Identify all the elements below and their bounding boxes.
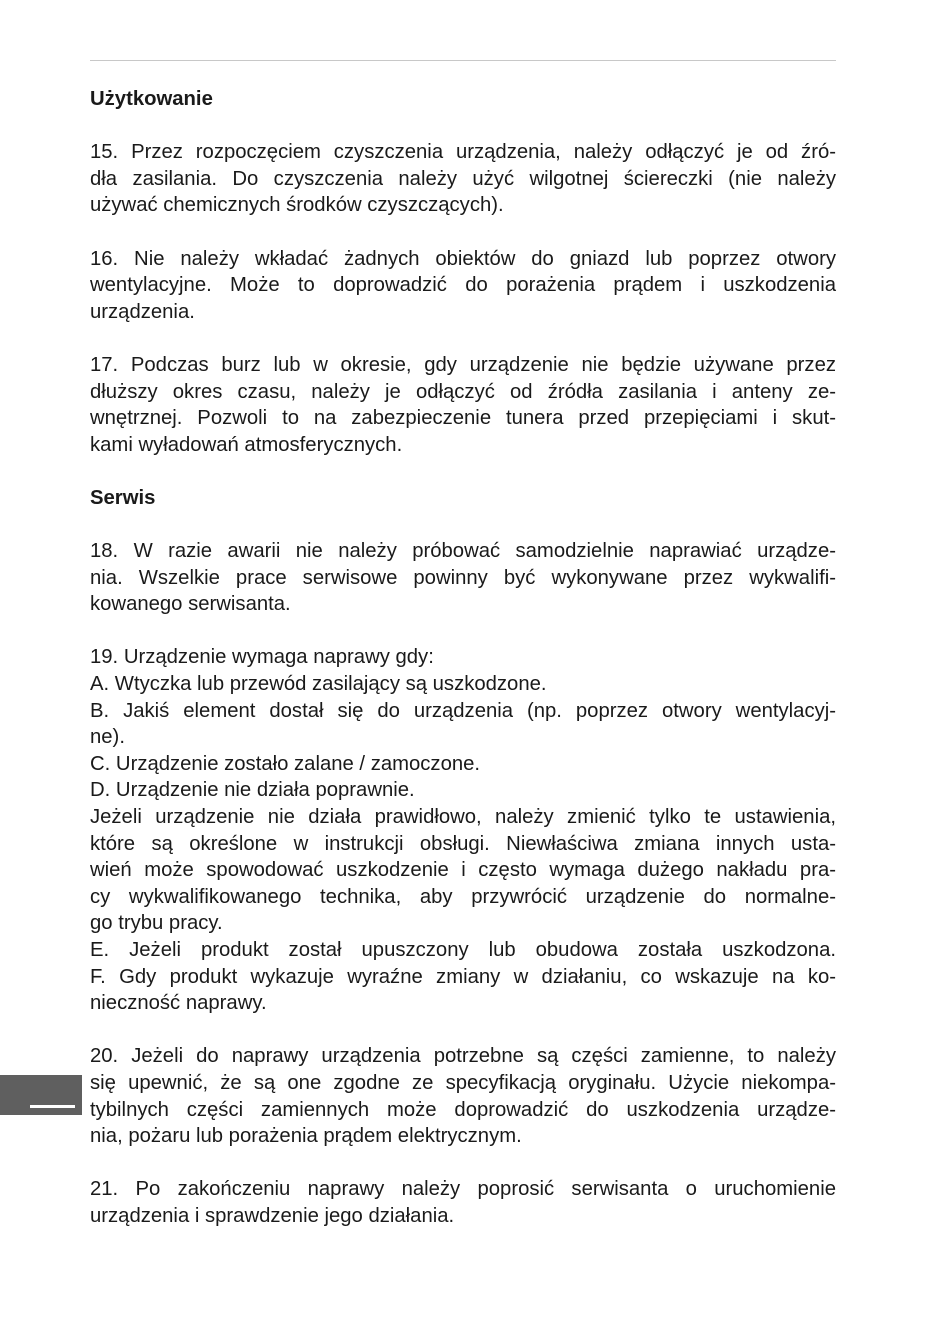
paragraph-19 xyxy=(90,644,836,1016)
list-item-f: F. Gdy produkt wykazuje wyraźne zmiany w działaniu, co wskazuje na ko- xyxy=(90,965,836,988)
text-line: 21. Po zakończeniu naprawy należy poprosić serwisanta o uruchomienie xyxy=(90,1178,836,1201)
text-line: wnętrznej. Pozwoli to na zabezpieczenie tunera przed przepięciami i skut- xyxy=(90,407,836,430)
text-line: nia, pożaru lub porażenia prądem elektrycznym. xyxy=(90,1125,522,1148)
list-item-b: B. Jakiś element dostał się do urządzenia (np. poprzez otwory wentylacyj- xyxy=(90,699,836,722)
text-line: się upewnić, że są one zgodne ze specyfikacją oryginału. Użycie niekompa- xyxy=(90,1071,836,1094)
text-line: urządzenia i sprawdzenie jego działania. xyxy=(90,1204,455,1227)
paragraph-20 xyxy=(90,1043,836,1149)
list-item-f-cont: nieczność naprawy. xyxy=(90,992,267,1015)
text-line: dłuższy okres czasu, należy je odłączyć od źródła zasilania i anteny ze- xyxy=(90,380,836,403)
text-line: wień może spowodować uszkodzenie i często wymaga dużego nakładu pra- xyxy=(90,859,836,882)
text-line: tybilnych części zamiennych może doprowadzić do uszkodzenia urządze- xyxy=(90,1098,836,1121)
text-line: Jeżeli urządzenie nie działa prawidłowo, należy zmienić tylko te ustawienia, xyxy=(90,806,836,829)
section-heading-service: Serwis xyxy=(90,486,156,509)
text-line: 18. W razie awarii nie należy próbować samodzielnie naprawiać urządze- xyxy=(90,540,836,563)
text-line: używać chemicznych środków czyszczących). xyxy=(90,194,504,217)
list-item-b-cont: ne). xyxy=(90,726,125,749)
text-line: kami wyładowań atmosferycznych. xyxy=(90,433,403,456)
paragraph-18 xyxy=(90,538,836,618)
text-line: urządzenia. xyxy=(90,300,195,323)
text-line: 16. Nie należy wkładać żadnych obiektów do gniazd lub poprzez otwory xyxy=(90,247,836,270)
page-edge-tab xyxy=(0,1075,82,1115)
text-line: które są określone w instrukcji obsługi. Niewłaściwa zmiana innych usta- xyxy=(90,832,836,855)
page-edge-tab-line xyxy=(30,1105,75,1108)
list-item-d: D. Urządzenie nie działa poprawnie. xyxy=(90,779,415,802)
paragraph-15 xyxy=(90,139,836,219)
text-line: 20. Jeżeli do naprawy urządzenia potrzebne są części zamienne, to należy xyxy=(90,1045,836,1068)
section-heading-usage: Użytkowanie xyxy=(90,88,213,110)
paragraph-21 xyxy=(90,1176,836,1229)
text-line: 17. Podczas burz lub w okresie, gdy urządzenie nie będzie używane przez xyxy=(90,353,836,376)
header-rule xyxy=(90,60,836,61)
text-line: kowanego serwisanta. xyxy=(90,593,291,616)
text-line: wentylacyjne. Może to doprowadzić do porażenia prądem i uszkodzenia xyxy=(90,274,836,297)
text-line: dła zasilania. Do czyszczenia należy użyć wilgotnej ściereczki (nie należy xyxy=(90,167,836,190)
list-item-c: C. Urządzenie zostało zalane / zamoczone. xyxy=(90,752,481,775)
list-item-a: A. Wtyczka lub przewód zasilający są uszkodzone. xyxy=(90,673,547,696)
paragraph-16 xyxy=(90,246,836,326)
text-line: cy wykwalifikowanego technika, aby przywrócić urządzenie do normalne- xyxy=(90,885,836,908)
text-line: nia. Wszelkie prace serwisowe powinny być wykonywane przez wykwalifi- xyxy=(90,566,836,589)
paragraph-17 xyxy=(90,352,836,458)
text-line: 19. Urządzenie wymaga naprawy gdy: xyxy=(90,646,434,669)
text-line: go trybu pracy. xyxy=(90,912,223,935)
document-body xyxy=(90,86,836,1230)
text-line: 15. Przez rozpoczęciem czyszczenia urządzenia, należy odłączyć je od źró- xyxy=(90,141,836,164)
list-item-e: E. Jeżeli produkt został upuszczony lub obudowa została uszkodzona. xyxy=(90,939,836,961)
